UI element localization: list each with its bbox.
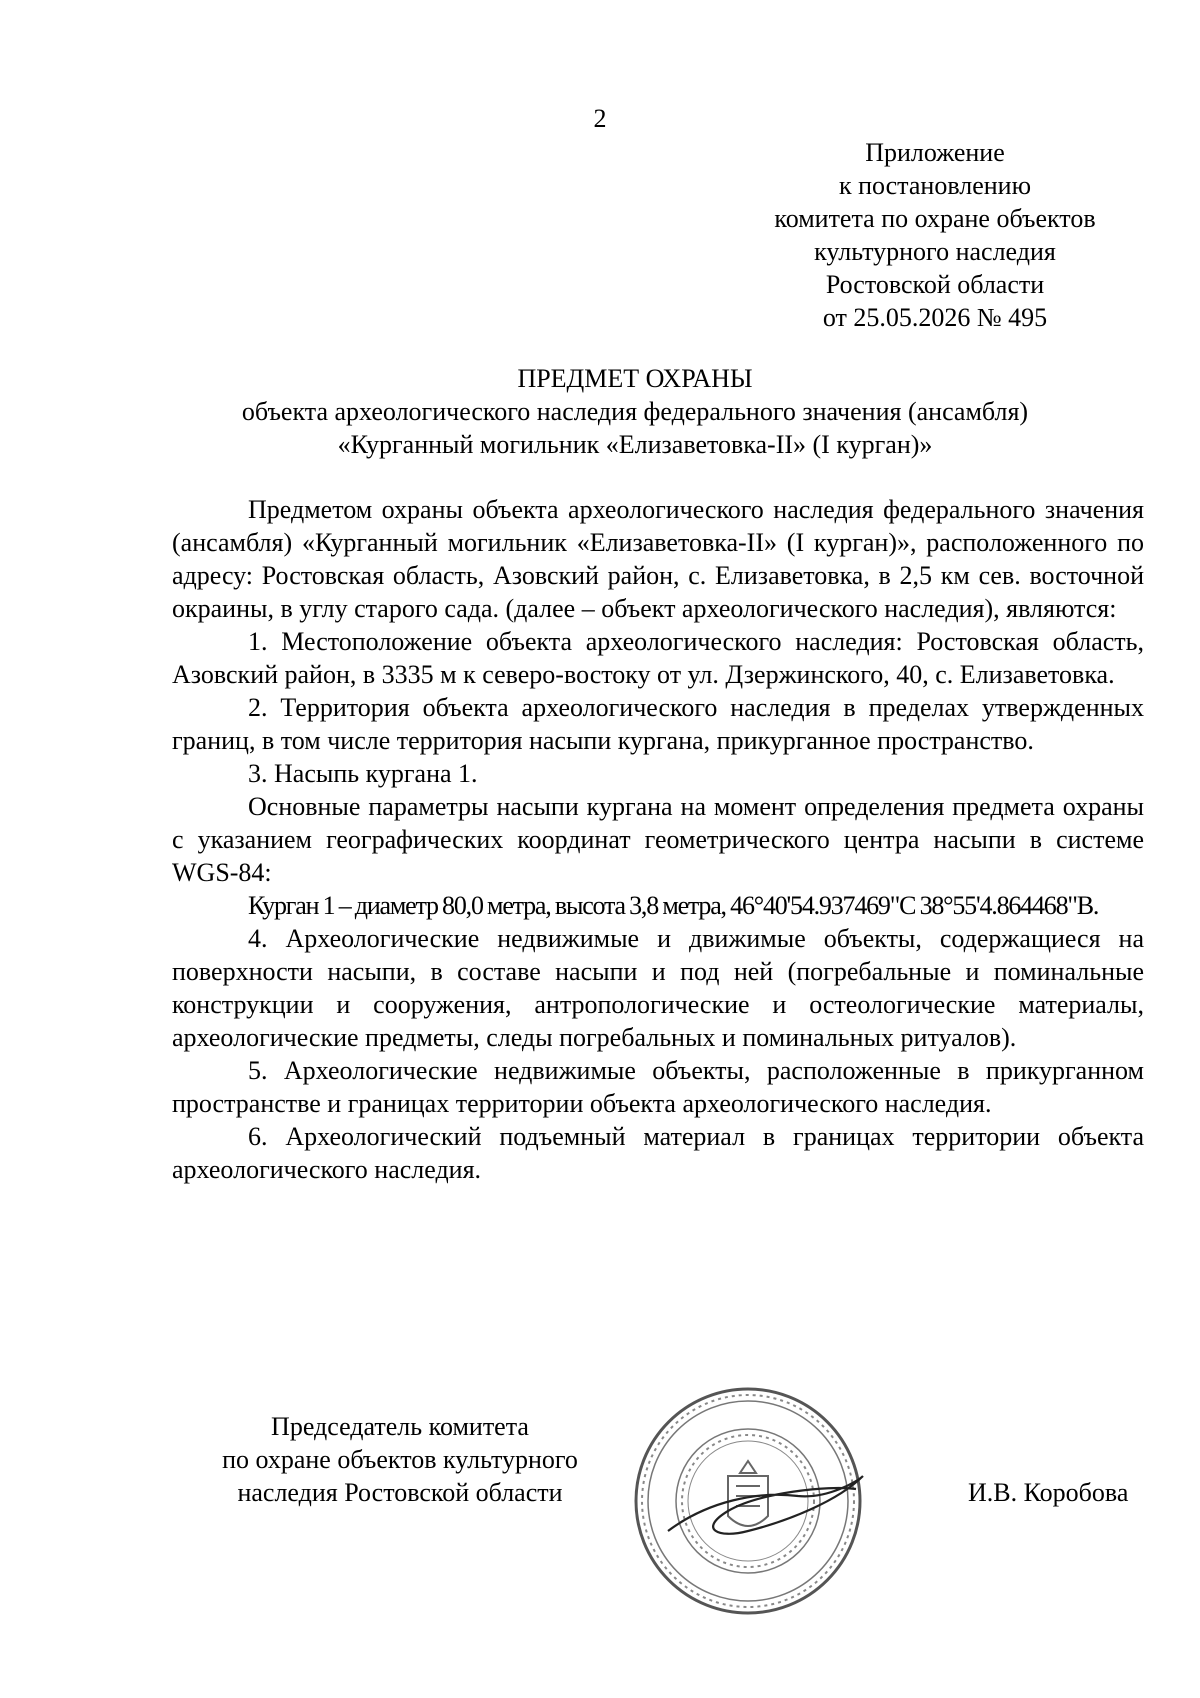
appendix-line: культурного наследия: [814, 237, 1056, 266]
position-line: наследия Ростовской области: [237, 1478, 563, 1507]
document-body: [172, 493, 1144, 1186]
params-paragraph: Основные параметры насыпи кургана на момент определения предмета охраны с указанием географических координат геометрического центра насыпи в системе WGS-84:: [172, 792, 1144, 887]
appendix-line: комитета по охране объектов: [774, 204, 1096, 233]
document-title: [160, 362, 1110, 461]
item-objects: 4. Археологические недвижимые и движимые объекты, содержащиеся на поверхности насыпи, в составе насыпи и под ней (погребальные и поминальные конструкции и сооружения, антропологические и остеологические материалы, археологические предметы, следы погребальных и поминальных ритуалов).: [172, 924, 1144, 1052]
coordinates-line: Курган 1 – диаметр 80,0 метра, высота 3,8 метра, 46°40'54.937469"С 38°55'4.864468"В.: [248, 891, 1099, 920]
signatory-position: [170, 1410, 630, 1509]
item-lifting-material: 6. Археологический подъемный материал в границах территории объекта археологического наследия.: [172, 1122, 1144, 1184]
item-immovable: 5. Археологические недвижимые объекты, расположенные в прикурганном пространстве и границах территории объекта археологического наследия.: [172, 1056, 1144, 1118]
item-location: 1. Местоположение объекта археологического наследия: Ростовская область, Азовский район, в 3335 м к северо-востоку от ул. Дзержинского, 40, с. Елизаветовка.: [172, 627, 1144, 689]
item-territory: 2. Территория объекта археологического наследия в пределах утвержденных границ, в том числе территория насыпи кургана, прикурганное пространство.: [172, 693, 1144, 755]
position-line: Председатель комитета: [271, 1412, 529, 1441]
item-mound: 3. Насыпь кургана 1.: [248, 759, 478, 788]
intro-paragraph: Предметом охраны объекта археологического наследия федерального значения (ансамбля) «Курганный могильник «Елизаветовка-II» (I курган)», расположенного по адресу: Ростовская область, Азовский район, с. Елизаветовка, в 2,5 км сев. восточной окраины, в углу старого сада. (далее – объект археологического наследия), являются:: [172, 495, 1144, 623]
appendix-line: Ростовской области: [825, 270, 1045, 299]
appendix-date-line: от 25.05.2026 № 495: [822, 303, 1048, 332]
appendix-line: Приложение: [865, 138, 1005, 167]
signatory-name: И.В. Коробова: [968, 1478, 1129, 1507]
title-subline: объекта археологического наследия федерального значения (ансамбля): [241, 397, 1029, 426]
title-object-name: «Курганный могильник «Елизаветовка-II» (I курган)»: [337, 430, 933, 459]
title-heading: ПРЕДМЕТ ОХРАНЫ: [517, 364, 753, 393]
position-line: по охране объектов культурного: [222, 1445, 578, 1474]
appendix-line: к постановлению: [838, 171, 1032, 200]
signature-scribble: [668, 1476, 863, 1534]
page-number: 2: [593, 104, 607, 133]
official-seal: [628, 1381, 868, 1621]
appendix-block: [730, 136, 1140, 334]
coat-of-arms-icon: [728, 1461, 768, 1526]
